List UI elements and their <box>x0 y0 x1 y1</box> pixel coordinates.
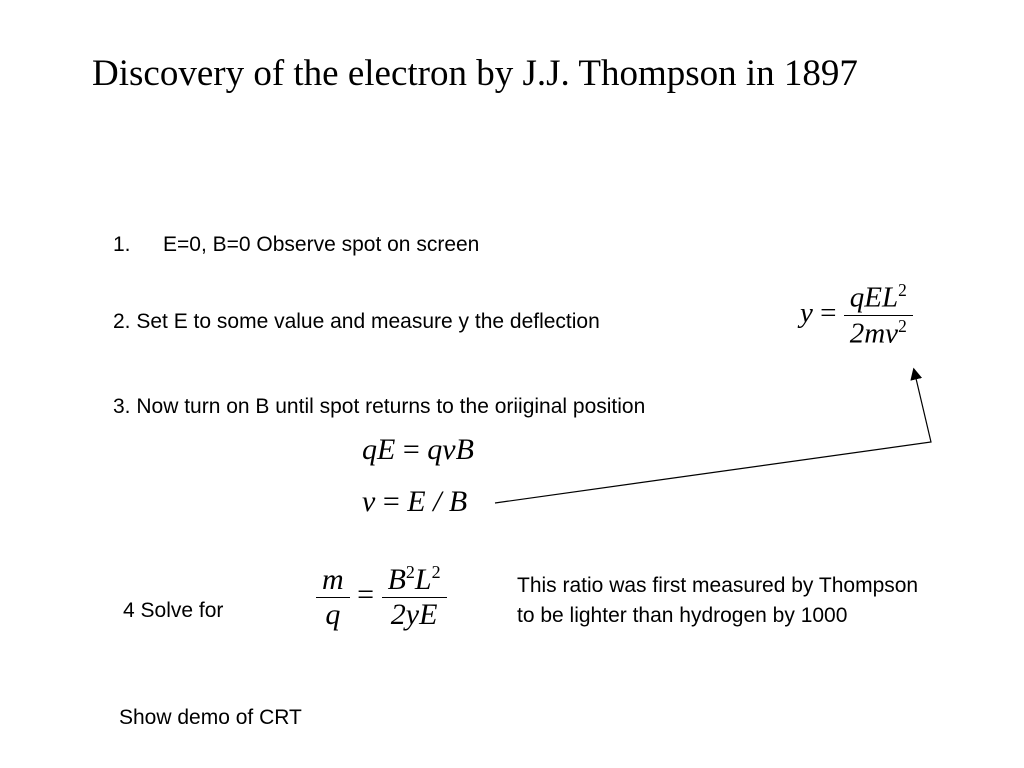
deflection-equals: = <box>820 296 837 329</box>
ratio-rhs-denominator: 2yE <box>390 598 438 631</box>
ratio-rhs-numerator <box>382 562 447 598</box>
velocity-equals: = <box>382 485 400 518</box>
slide-title: Discovery of the electron by J.J. Thompson in 1897 <box>92 53 858 94</box>
step-1-text: E=0, B=0 Observe spot on screen <box>163 233 480 256</box>
deflection-equation <box>800 280 913 350</box>
ratio-note <box>517 571 918 631</box>
deflection-denominator-base: 2mv <box>849 317 899 350</box>
arrow-line <box>495 370 931 503</box>
balance-equals: = <box>402 433 420 466</box>
ratio-l: L <box>414 563 432 596</box>
deflection-lhs: y <box>800 296 813 329</box>
step-2: 2. Set E to some value and measure y the deflection <box>113 310 600 333</box>
ratio-lhs-fraction <box>316 563 350 632</box>
ratio-equals: = <box>357 577 375 611</box>
ratio-rhs-fraction <box>382 562 447 632</box>
ratio-equation <box>316 562 447 632</box>
ratio-lhs-denominator: q <box>325 597 341 631</box>
ratio-note-line-1: This ratio was first measured by Thompson <box>517 574 919 597</box>
deflection-denominator <box>844 316 913 351</box>
step-1-number: 1. <box>113 233 131 256</box>
step-4: 4 Solve for <box>123 599 224 622</box>
ratio-b: B <box>387 563 406 596</box>
step-1 <box>113 232 479 257</box>
balance-equation <box>362 433 474 467</box>
balance-rhs: qvB <box>427 433 474 466</box>
ratio-l-exponent: 2 <box>431 562 441 582</box>
velocity-equation <box>362 485 467 519</box>
step-3: 3. Now turn on B until spot returns to the oriiginal position <box>113 395 646 418</box>
velocity-lhs: v <box>362 485 376 518</box>
ratio-note-line-2: to be lighter than hydrogen by 1000 <box>517 604 848 627</box>
deflection-denominator-exponent: 2 <box>898 315 907 336</box>
velocity-rhs: E / B <box>407 485 468 518</box>
balance-lhs: qE <box>362 433 396 466</box>
demo-text: Show demo of CRT <box>119 706 302 729</box>
deflection-numerator-exponent: 2 <box>898 280 907 300</box>
ratio-b-exponent: 2 <box>405 562 415 582</box>
ratio-lhs-numerator: m <box>316 563 350 598</box>
deflection-numerator-base: qEL <box>849 281 899 314</box>
deflection-fraction <box>844 280 913 350</box>
deflection-numerator <box>844 280 913 316</box>
